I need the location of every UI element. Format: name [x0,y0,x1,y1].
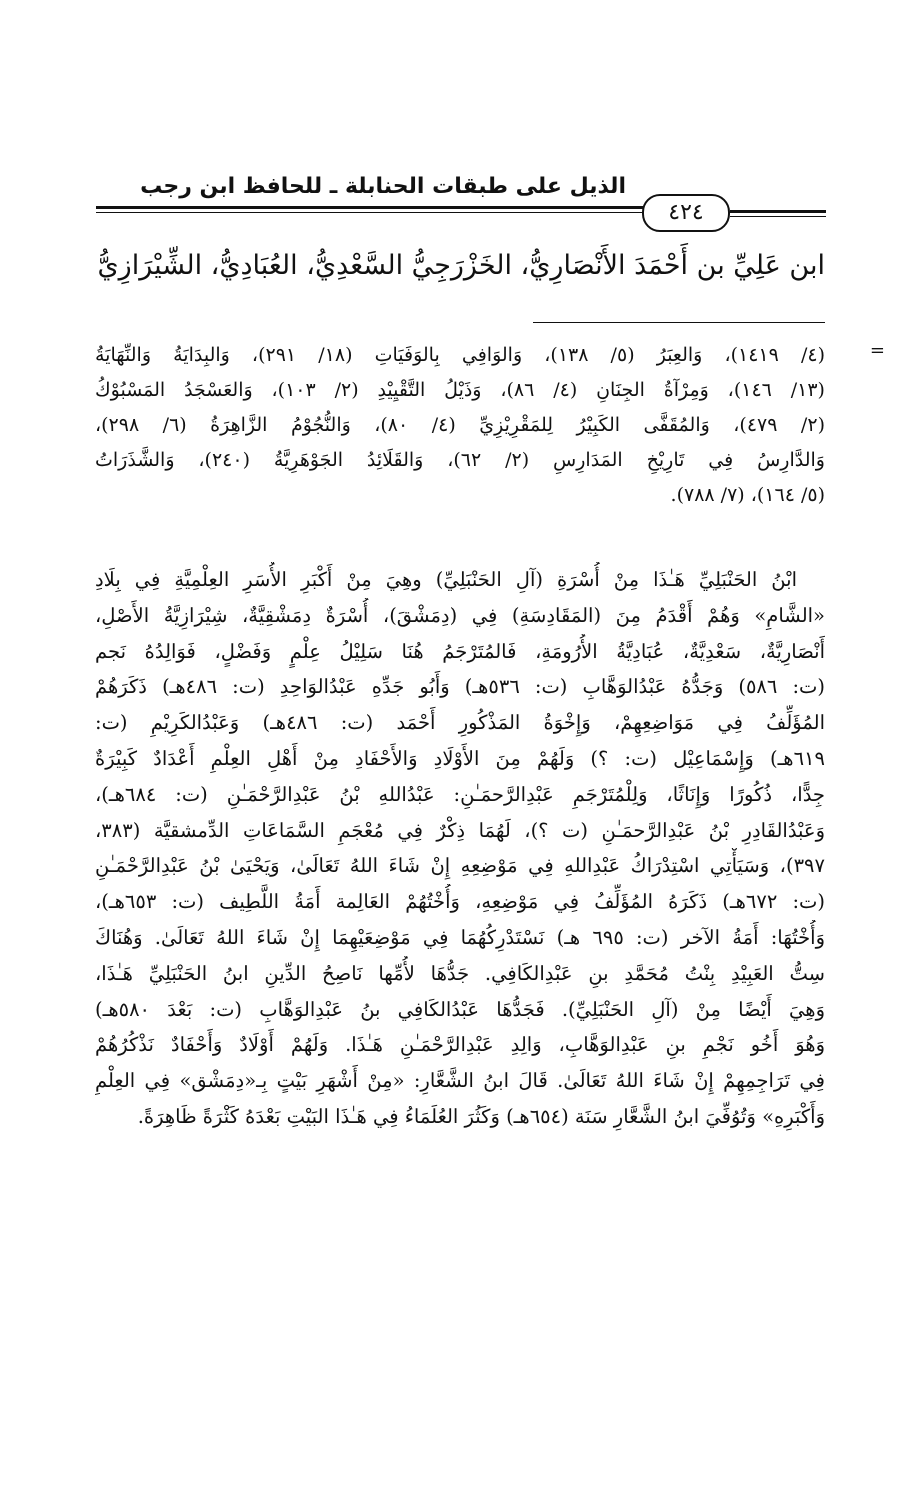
body-paragraph [95,562,825,1135]
body-line: أَنْصَارِيَّةٌ، سَعْدِيَّةٌ، عُبَادِيَّةُ الأُرُومَةِ، فَالمُتَرْجَمُ هُنَا سَلِيْلُ عِلْمٍ وَفَضْلٍ، فَوَالِدُهُ نَجم [95,639,825,663]
footnote-sources [95,338,885,513]
body-line: ٣٩٧)، وَسَيَأْتِي اسْتِدْرَاكُ عَبْدِاللهِ فِي مَوْضِعِهِ إِنْ شَاءَ اللهُ تَعَالَىٰ، وَيَحْيَىٰ بْنُ عَبْدِالرَّحْمَـٰنِ [95,854,825,878]
footnote-line: (٥/ ١٦٤)، (٧/ ٧٨٨). [670,484,825,506]
footnote-continuation-marker: = [869,340,885,361]
body-line: «الشَّامِ» وَهُمْ أَقْدَمُ مِنَ (المَقَادِسَةِ) فِي (دِمَشْقَ)، أُسْرَةٌ دِمَشْقِيَّةٌ، شِيْرَازِيَّةُ الأَصْلِ، [95,603,825,627]
body-line: وَأَكْبَرِهِ» وَتُوُفِّيَ ابنُ الشَّعَّارِ سَنَة (٦٥٤هـ) وَكَثُرَ العُلَمَاءُ فِي هَـٰذَا البَيْتِ بَعْدَهُ كَثْرَةً ظَاهِرَةً. [137,1104,825,1128]
name-heading: ابن عَلِيِّ بن أَحْمَدَ الأَنْصَارِيُّ، الخَزْرَجِيُّ السَّعْدِيُّ، العُبَادِيُّ، الشِّيْرَازِيُّ [97,250,825,281]
running-title: الذيل على طبقات الحنابلة ـ للحافظ ابن رجب [140,174,626,199]
footnote-line: (١٣/ ١٤٦)، وَمِرْآةُ الجِنَانِ (٤/ ٨٦)، وَذَيْلُ التَّقْيِيْدِ (٢/ ١٠٣)، وَالعَسْجَدُ المَسْبُوْكُ [95,379,825,401]
body-line: فِي تَرَاجِمِهِمْ إِنْ شَاءَ اللهُ تَعَالَىٰ. قَالَ ابنُ الشَّعَّارِ: «مِنْ أَشْهَرِ بَيْتٍ بِـ«دِمَشْق» فِي العِلْمِ [95,1069,825,1093]
header-rule [730,210,826,213]
header-rule [730,216,826,217]
body-line: ٦١٩هـ) وَإِسْمَاعِيْل (ت: ؟) وَلَهُمْ مِنَ الأَوْلَادِ وَالأَحْفَادِ مِنْ أَهْلِ العِلْمِ أَعْدَادٌ كَبِيْرَةٌ [95,746,825,770]
body-line: سِتُّ العَبِيْدِ بِنْتُ مُحَمَّدِ بنِ عَبْدِالكَافِي. جَدُّهَا لأُمِّها نَاصِحُ الدِّينِ ابنُ الحَنْبَلِيِّ هَـٰذَا، [95,961,825,985]
footnote-line: وَالدَّارِسُ فِي تَارِيْخِ المَدَارِسِ (٢/ ٦٢)، وَالقَلَائِدُ الجَوْهَرِيَّةُ (٢٤٠)، وَالشَّذَرَاتُ [95,449,825,471]
header-rule [96,212,644,213]
body-line: (ت: ٥٨٦) وَجَدُّهُ عَبْدُالوَهَّابِ (ت: ٥٣٦هـ) وَأَبُو جَدِّهِ عَبْدُالوَاحِدِ (ت: ٤٨٦هـ) ذَكَرَهُمْ [95,675,825,699]
body-line: وَهُوَ أَخُو نَجْمِ بنِ عَبْدِالوَهَّابِ، وَالِدِ عَبْدِالرَّحْمَـٰنِ هَـٰذَا. وَلَهُمْ أَوْلَادٌ وَأَحْفَادٌ نَذْكُرُهُمْ [95,1033,825,1057]
body-line: وَهِيَ أَيْضًا مِنْ (آلِ الحَنْبَلِيِّ). فَجَدُّهَا عَبْدُالكَافِي بنُ عَبْدِالوَهَّابِ (ت: بَعْدَ ٥٨٠هـ) [95,997,825,1021]
footnote-line: (٢/ ٤٧٩)، وَالمُقَفَّى الكَبِيْرُ لِلمَقْرِيْزِيِّ (٤/ ٨٠)، وَالنُّجُوْمُ الزَّاهِرَةُ (٦/ ٢٩٨)، [95,414,825,436]
body-line: ابْنُ الحَنْبَلِيِّ هَـٰذَا مِنْ أُسْرَةِ (آلِ الحَنْبَلِيِّ) وهِيَ مِنْ أَكْبَرِ الأُسَرِ العِلْمِيَّةِ فِي بِلَادِ [95,568,797,591]
body-line: المُؤَلِّفُ فِي مَوَاضِعِهِمْ، وَإِخْوَةُ المَذْكُورِ أَحْمَد (ت: ٤٨٦هـ) وَعَبْدُالكَرِيْمِ (ت: [95,711,825,735]
footnote-line: (٤/ ١٤١٩)، وَالعِبَرُ (٥/ ١٣٨)، وَالوَافِي بِالوَفَيَاتِ (١٨/ ٢٩١)، وَالبِدَايَةُ وَالنِّهَايَةُ [95,344,825,366]
body-line: وَأُخْتُهَا: أَمَةُ الآخر (ت: ٦٩٥ هـ) نَسْتَدْرِكُهُمَا فِي مَوْضِعَيْهِمَا إِنْ شَاءَ اللهُ تَعَالَىٰ. وَهُنَاكَ [95,925,825,949]
footnote-divider [533,322,825,323]
page-header [96,168,826,232]
body-line: جِدًّا، ذُكُورًا وَإِنَاثًا، وَلِلْمُتَرْجَمِ عَبْدِالرَّحمَـٰنِ: عَبْدُاللهِ بْنُ عَبْدِالرَّحْمَـٰنِ (ت: ٦٨٤هـ)، [95,782,825,806]
body-line: (ت: ٦٧٢هـ) ذَكَرَهُ المُؤَلِّفُ فِي مَوْضِعِهِ، وَأُخْتُهُمْ العَالِمة أَمَةُ اللَّطِيف (ت: ٦٥٣هـ)، [95,890,825,914]
body-line: وَعَبْدُالقَادِرِ بْنُ عَبْدِالرَّحمَـٰنِ (ت ؟)، لَهُمَا ذِكْرٌ فِي مُعْجَمِ السَّمَاعَاتِ الدِّمشقيَّة (٣٨٣، [95,818,825,842]
page-number: ٤٢٤ [642,194,730,232]
header-rule [96,206,644,209]
